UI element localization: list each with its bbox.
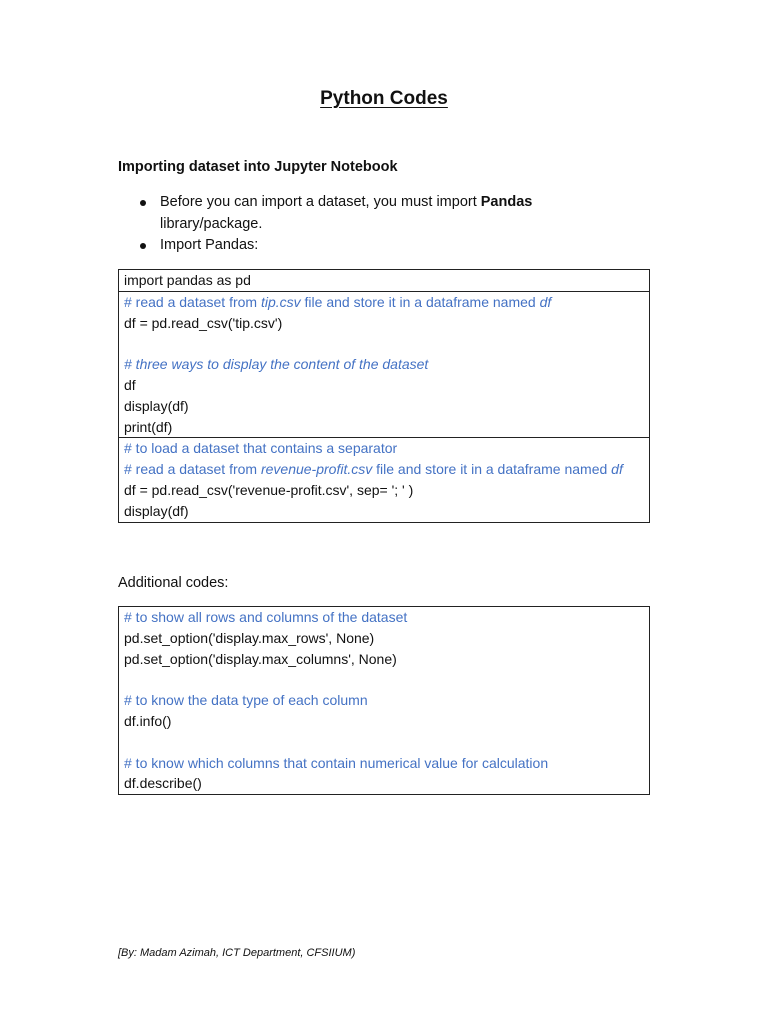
blank-line: [124, 333, 644, 354]
code-line: df.info(): [124, 712, 172, 729]
code-cell-import: [119, 270, 649, 291]
bullet-text: Before you can import a dataset, you must import: [160, 194, 481, 210]
code-line: df = pd.read_csv('revenue-profit.csv', sep= '; ' ): [124, 481, 414, 498]
bullet-text: Import Pandas:: [160, 237, 259, 253]
code-comment: # three ways to display the content of the dataset: [124, 356, 429, 373]
blank-line: [124, 669, 644, 690]
code-comment: # to know the data type of each column: [124, 692, 368, 709]
code-comment: [124, 459, 644, 480]
code-line: df.describe(): [124, 775, 202, 792]
code-table-additional: [118, 606, 650, 795]
bullet-list: [118, 192, 588, 257]
comment-varname: df: [611, 461, 623, 478]
comment-text: file and store it in a dataframe named: [300, 293, 540, 310]
comment-filename: revenue-profit.csv: [260, 461, 373, 478]
code-line: display(df): [124, 397, 189, 414]
section-heading-importing: Importing dataset into Jupyter Notebook: [118, 159, 398, 175]
code-line: df: [124, 376, 136, 393]
code-cell-additional: [119, 607, 649, 794]
code-line: import pandas as pd: [124, 272, 251, 288]
comment-varname: df: [539, 293, 552, 310]
bullet-text-end: library/package.: [160, 215, 263, 232]
blank-line: [124, 732, 644, 753]
code-line: df = pd.read_csv('tip.csv'): [124, 314, 283, 331]
code-line: pd.set_option('display.max_rows', None): [124, 629, 375, 646]
code-comment: # to load a dataset that contains a separator: [124, 440, 398, 457]
bullet-item-import-pandas: [118, 235, 588, 257]
comment-text: file and store it in a dataframe named: [372, 461, 612, 478]
comment-filename: tip.csv: [260, 293, 301, 310]
code-comment: # to show all rows and columns of the dataset: [124, 609, 408, 625]
comment-text: # read a dataset from: [124, 293, 261, 310]
code-line: pd.set_option('display.max_columns', None): [124, 650, 397, 667]
footer-credit: [By: Madam Azimah, ICT Department, CFSIIUM): [118, 947, 356, 959]
comment-text: # read a dataset from: [124, 461, 261, 478]
code-cell-read-tip: [119, 291, 649, 438]
code-table-import: [118, 269, 650, 523]
code-comment: [124, 292, 644, 313]
bullet-item-import-pandas-note: [118, 192, 588, 235]
code-line: display(df): [124, 502, 189, 519]
code-cell-read-separator: [119, 437, 649, 521]
bullet-bold-pandas: Pandas: [480, 194, 533, 210]
code-comment: # to know which columns that contain numerical value for calculation: [124, 754, 549, 771]
section-label-additional: Additional codes:: [118, 575, 229, 591]
page-title: Python Codes: [320, 88, 448, 109]
code-line: print(df): [124, 418, 173, 435]
